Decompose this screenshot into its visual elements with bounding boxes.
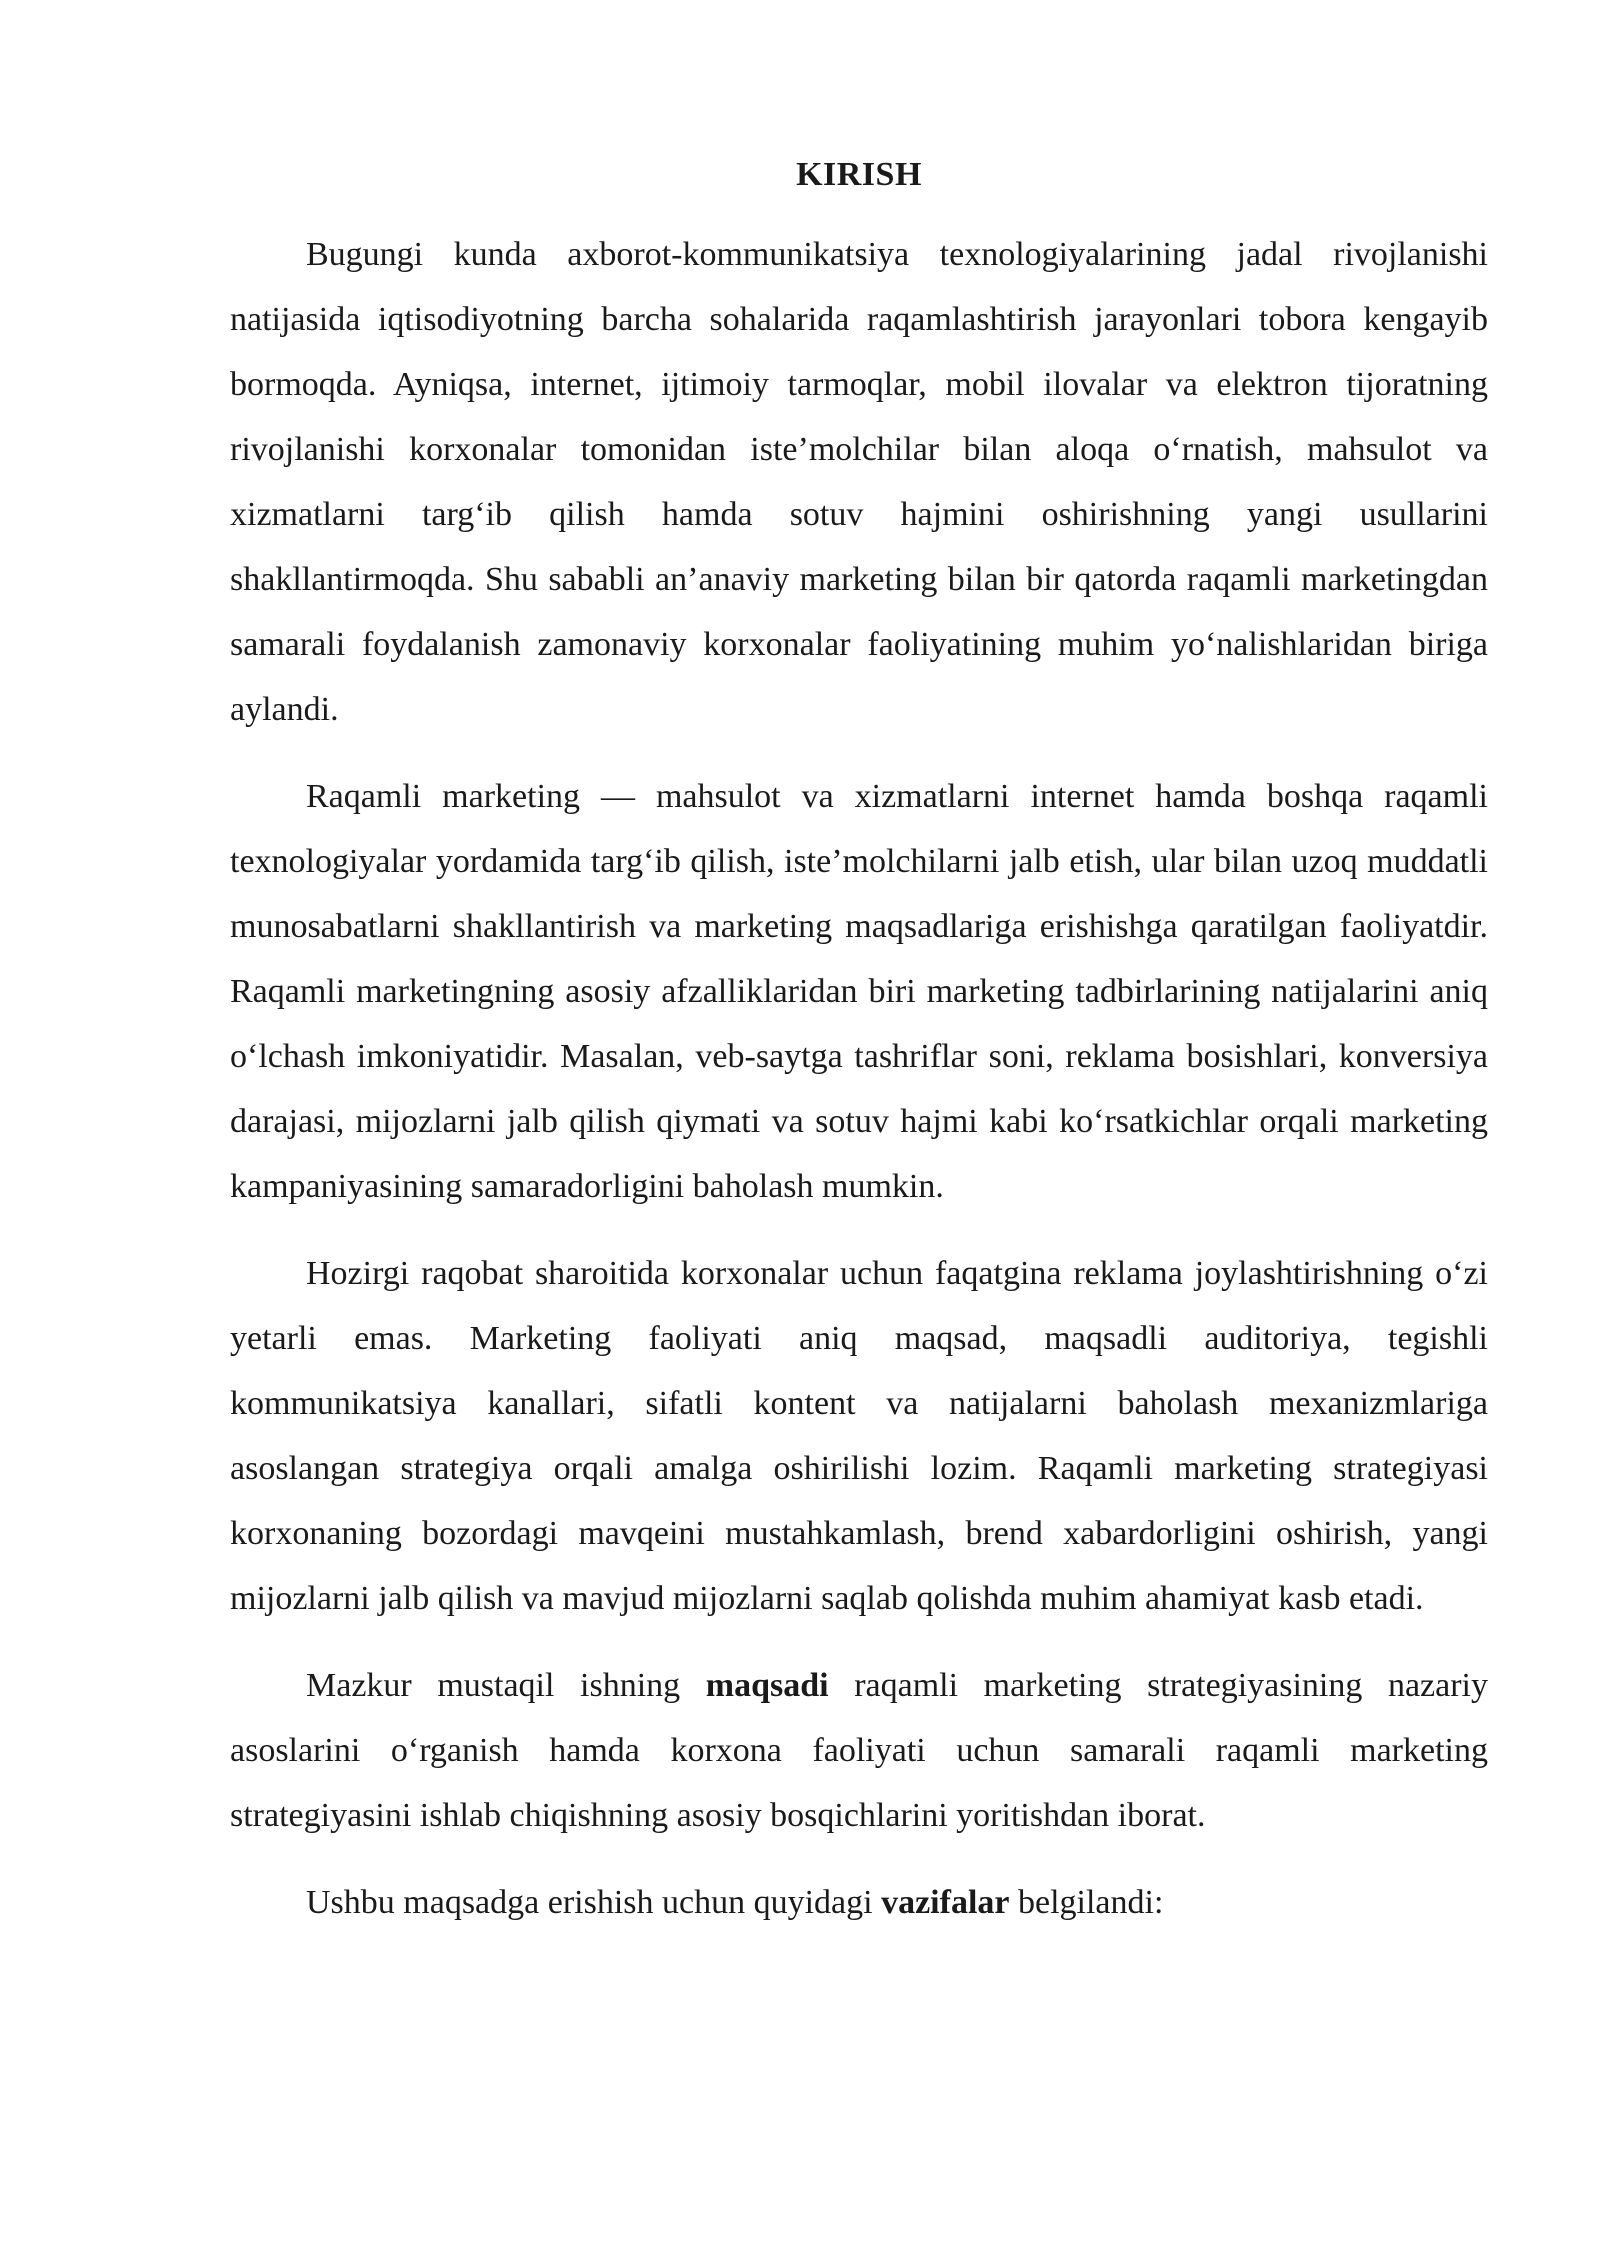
paragraph-goal	[230, 1653, 1488, 1848]
paragraph-tasks-keyword: vazifalar	[881, 1884, 1010, 1921]
paragraph-goal-before: Mazkur mustaqil ishning	[306, 1667, 706, 1704]
paragraph-tasks-before: Ushbu maqsadga erishish uchun quyidagi	[306, 1884, 882, 1921]
paragraph-goal-keyword: maqsadi	[705, 1667, 829, 1704]
paragraph-intro: Bugungi kunda axborot-kommunikatsiya texnologiyalarining jadal rivojlanishi natijasida iqtisodiyotning barcha sohalarida raqamlashtirish jarayonlari tobora kengayib bormoqda. Ayniqsa, internet, ijtimoiy tarmoqlar, mobil ilovalar va elektron tijoratning rivojlanishi korxonalar tomonidan iste’molchilar bilan aloqa o‘rnatish, mahsulot va xizmatlarni targ‘ib qilish hamda sotuv hajmini oshirishning yangi usullarini shakllantirmoqda. Shu sababli an’anaviy marketing bilan bir qatorda raqamli marketingdan samarali foydalanish zamonaviy korxonalar faoliyatining muhim yo‘nalishlaridan biriga aylandi.	[230, 236, 1488, 728]
paragraph-tasks	[230, 1870, 1488, 1935]
paragraph-strategy-importance: Hozirgi raqobat sharoitida korxonalar uchun faqatgina reklama joylashtirishning o‘zi yetarli emas. Marketing faoliyati aniq maqsad, maqsadli auditoriya, tegishli kommunikatsiya kanallari, sifatli kontent va natijalarni baholash mexanizmlariga asoslangan strategiya orqali amalga oshirilishi lozim. Raqamli marketing strategiyasi korxonaning bozordagi mavqeini mustahkamlash, brend xabardorligini oshirish, yangi mijozlarni jalb qilish va mavjud mijozlarni saqlab qolishda muhim ahamiyat kasb etadi.	[230, 1255, 1488, 1617]
paragraph-digital-marketing-definition: Raqamli marketing — mahsulot va xizmatlarni internet hamda boshqa raqamli texnologiyalar yordamida targ‘ib qilish, iste’molchilarni jalb etish, ular bilan uzoq muddatli munosabatlarni shakllantirish va marketing maqsadlariga erishishga qaratilgan faoliyatdir. Raqamli marketingning asosiy afzalliklaridan biri marketing tadbirlarining natijalarini aniq o‘lchash imkoniyatidir. Masalan, veb-saytga tashriflar soni, reklama bosishlari, konversiya darajasi, mijozlarni jalb qilish qiymati va sotuv hajmi kabi ko‘rsatkichlar orqali marketing kampaniyasining samaradorligini baholash mumkin.	[230, 778, 1488, 1205]
page-title: KIRISH	[796, 156, 922, 193]
paragraph-goal-after: raqamli marketing strategiyasining nazariy asoslarini o‘rganish hamda korxona faoliyati uchun samarali raqamli marketing strategiyasini ishlab chiqishning asosiy bosqichlarini yoritishdan iborat.	[230, 1667, 1489, 1834]
document-body	[230, 150, 1488, 1957]
paragraph-tasks-after: belgilandi:	[1009, 1884, 1164, 1921]
